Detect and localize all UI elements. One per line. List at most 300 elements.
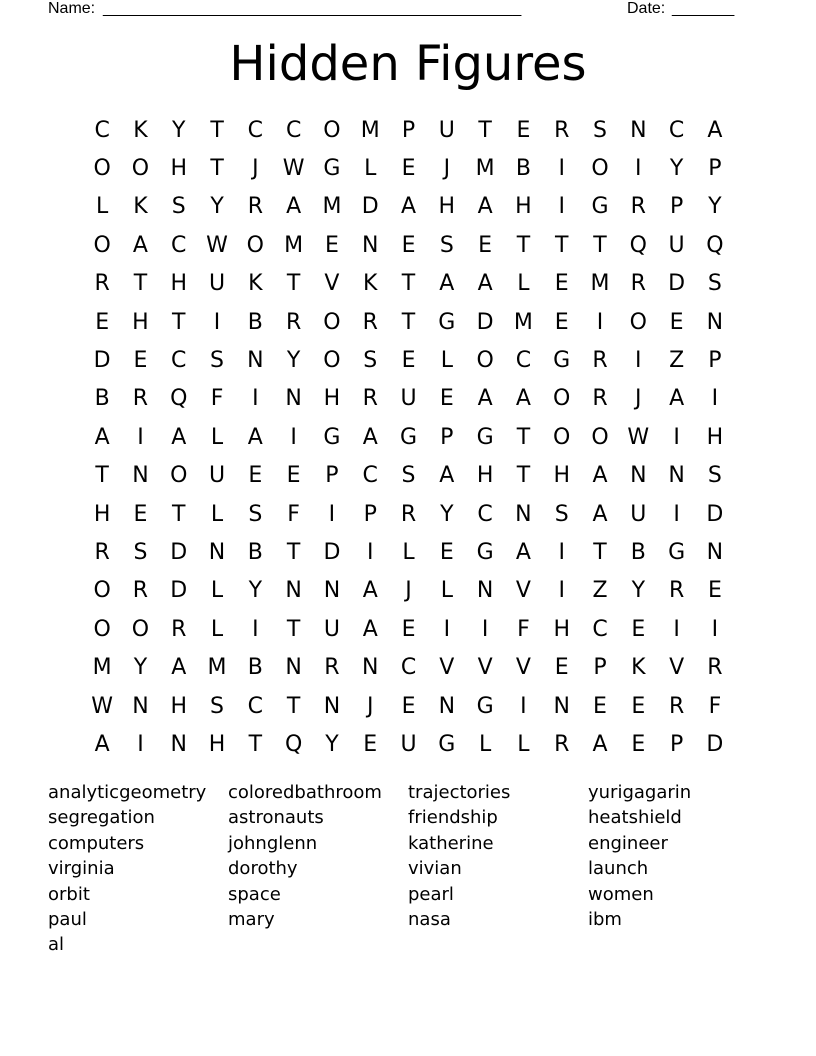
grid-letter[interactable]: A	[439, 463, 455, 489]
grid-letter[interactable]: D	[170, 539, 188, 565]
grid-letter[interactable]: Q	[629, 232, 647, 258]
grid-row	[83, 418, 733, 456]
grid-letter[interactable]: Q	[706, 232, 724, 258]
grid-letter[interactable]: I	[673, 424, 680, 450]
grid-letter[interactable]: L	[210, 501, 224, 527]
grid-letter[interactable]: U	[208, 271, 226, 297]
grid-letter[interactable]: G	[668, 539, 686, 565]
grid-letter[interactable]: L	[402, 539, 415, 565]
word-list-item: virginia	[48, 858, 115, 880]
grid-letter[interactable]: F	[517, 616, 530, 642]
grid-letter[interactable]: N	[170, 731, 187, 757]
grid-letter[interactable]: E	[593, 693, 607, 719]
grid-letter[interactable]: L	[210, 578, 224, 604]
grid-letter[interactable]: T	[516, 424, 531, 450]
grid-letter[interactable]: C	[285, 117, 302, 143]
grid-letter[interactable]: N	[132, 463, 149, 489]
grid-letter[interactable]: Y	[708, 194, 722, 220]
grid-letter[interactable]: U	[400, 731, 417, 757]
grid-letter[interactable]: G	[553, 348, 571, 374]
grid-letter[interactable]: S	[707, 271, 722, 297]
grid-letter[interactable]: N	[285, 655, 302, 681]
grid-letter[interactable]: V	[669, 655, 685, 681]
grid-letter[interactable]: E	[248, 463, 263, 489]
grid-letter[interactable]: G	[476, 539, 494, 565]
grid-letter[interactable]: U	[400, 386, 417, 412]
grid-letter[interactable]: C	[171, 232, 187, 258]
grid-letter[interactable]: P	[363, 501, 377, 527]
grid-letter[interactable]: C	[362, 463, 378, 489]
grid-letter[interactable]: L	[210, 616, 224, 642]
grid-letter[interactable]: G	[438, 309, 456, 335]
grid-letter[interactable]: I	[137, 424, 144, 450]
grid-letter[interactable]: I	[520, 693, 527, 719]
grid-letter[interactable]: B	[94, 386, 110, 412]
grid-letter[interactable]: S	[171, 194, 186, 220]
grid-letter[interactable]: N	[285, 386, 302, 412]
grid-letter[interactable]: N	[285, 578, 302, 604]
grid-letter[interactable]: D	[706, 501, 724, 527]
grid-letter[interactable]: A	[400, 194, 417, 220]
grid-letter[interactable]: O	[323, 117, 341, 143]
grid-letter[interactable]: P	[593, 655, 607, 681]
name-blank-line[interactable]: _______________________________________________	[103, 0, 522, 17]
grid-letter[interactable]: R	[554, 117, 570, 143]
grid-letter[interactable]: S	[707, 463, 722, 489]
grid-letter[interactable]: I	[252, 386, 259, 412]
grid-letter[interactable]: I	[558, 156, 565, 182]
grid-letter[interactable]: R	[554, 731, 570, 757]
grid-letter[interactable]: A	[247, 424, 263, 450]
grid-letter[interactable]: R	[362, 386, 378, 412]
grid-letter[interactable]: I	[558, 578, 565, 604]
grid-letter[interactable]: I	[711, 616, 719, 642]
grid-letter[interactable]: K	[631, 655, 646, 681]
grid-letter[interactable]: H	[553, 463, 570, 489]
grid-letter[interactable]: R	[324, 655, 340, 681]
grid-letter[interactable]: Y	[325, 731, 339, 757]
grid-row	[83, 610, 733, 648]
grid-letter[interactable]: T	[95, 463, 109, 489]
grid-letter[interactable]: K	[363, 271, 378, 297]
grid-letter[interactable]: A	[362, 616, 378, 642]
grid-letter[interactable]: V	[477, 655, 493, 681]
grid-letter[interactable]: G	[399, 424, 418, 450]
grid-letter[interactable]: F	[708, 693, 722, 719]
grid-letter[interactable]: P	[440, 424, 454, 450]
grid-letter[interactable]: T	[286, 693, 301, 719]
grid-letter[interactable]: H	[438, 194, 456, 220]
grid-letter[interactable]: A	[286, 194, 302, 220]
grid-letter[interactable]: T	[172, 309, 186, 335]
grid-letter[interactable]: O	[591, 156, 609, 182]
grid-letter[interactable]: R	[94, 539, 110, 565]
grid-letter[interactable]: T	[286, 271, 301, 297]
grid-letter[interactable]: C	[400, 655, 417, 681]
grid-letter[interactable]: E	[631, 693, 646, 719]
grid-letter[interactable]: S	[593, 117, 607, 143]
grid-letter[interactable]: I	[558, 539, 565, 565]
grid-letter[interactable]: O	[629, 309, 647, 335]
grid-letter[interactable]: E	[401, 616, 416, 642]
grid-letter[interactable]: A	[362, 424, 378, 450]
grid-letter[interactable]: S	[401, 463, 416, 489]
grid-letter[interactable]: A	[592, 501, 608, 527]
grid-letter[interactable]: M	[92, 655, 112, 681]
grid-letter[interactable]: A	[477, 194, 493, 220]
grid-letter[interactable]: T	[248, 731, 263, 757]
grid-letter[interactable]: H	[93, 501, 111, 527]
grid-letter[interactable]: I	[711, 386, 719, 412]
grid-letter[interactable]: G	[323, 156, 341, 182]
grid-letter[interactable]: G	[476, 424, 494, 450]
grid-letter[interactable]: E	[401, 693, 416, 719]
grid-letter[interactable]: Y	[248, 578, 263, 604]
grid-letter[interactable]: N	[476, 578, 494, 604]
grid-letter[interactable]: T	[286, 539, 301, 565]
grid-letter[interactable]: N	[553, 693, 570, 719]
grid-letter[interactable]: A	[592, 463, 608, 489]
grid-letter[interactable]: A	[132, 232, 148, 258]
grid-letter[interactable]: K	[248, 271, 263, 297]
grid-letter[interactable]: A	[477, 386, 493, 412]
grid-letter[interactable]: A	[171, 655, 187, 681]
grid-letter[interactable]: L	[517, 271, 530, 297]
grid-letter[interactable]: E	[554, 271, 569, 297]
grid-letter[interactable]: Z	[592, 578, 608, 604]
grid-letter[interactable]: W	[91, 693, 114, 719]
grid-letter[interactable]: J	[252, 156, 259, 182]
grid-letter[interactable]: H	[476, 463, 494, 489]
grid-letter[interactable]: T	[516, 463, 531, 489]
grid-letter[interactable]: U	[630, 501, 647, 527]
grid-letter[interactable]: I	[635, 156, 642, 182]
grid-letter[interactable]: P	[669, 731, 684, 757]
grid-letter[interactable]: I	[635, 348, 642, 374]
grid-letter[interactable]: H	[170, 693, 188, 719]
grid-letter[interactable]: E	[401, 348, 416, 374]
grid-letter[interactable]: T	[478, 117, 492, 143]
grid-letter[interactable]: R	[668, 693, 685, 719]
grid-letter[interactable]: E	[554, 309, 569, 335]
grid-letter[interactable]: I	[673, 501, 680, 527]
grid-letter[interactable]: S	[363, 348, 378, 374]
grid-letter[interactable]: O	[131, 616, 150, 642]
grid-letter[interactable]: U	[323, 616, 340, 642]
grid-letter[interactable]: E	[707, 578, 722, 604]
grid-letter[interactable]: S	[133, 539, 148, 565]
grid-letter[interactable]: B	[630, 539, 646, 565]
grid-letter[interactable]: L	[517, 731, 530, 757]
grid-letter[interactable]: O	[170, 463, 188, 489]
grid-letter[interactable]: R	[132, 386, 149, 412]
grid-letter[interactable]: Y	[210, 194, 224, 220]
grid-letter[interactable]: H	[323, 386, 341, 412]
grid-letter[interactable]: H	[515, 194, 532, 220]
grid-letter[interactable]: R	[630, 194, 646, 220]
grid-letter[interactable]: N	[668, 463, 685, 489]
grid-letter[interactable]: I	[443, 616, 451, 642]
grid-letter[interactable]: M	[207, 655, 227, 681]
grid-letter[interactable]: S	[210, 693, 225, 719]
grid-letter[interactable]: A	[362, 578, 378, 604]
grid-letter[interactable]: R	[668, 578, 685, 604]
grid-letter[interactable]: G	[323, 424, 341, 450]
grid-letter[interactable]: L	[440, 578, 453, 604]
grid-letter[interactable]: L	[364, 156, 377, 182]
grid-letter[interactable]: Q	[170, 386, 188, 412]
grid-letter[interactable]: E	[95, 309, 110, 335]
grid-letter[interactable]: J	[405, 578, 412, 604]
grid-letter[interactable]: E	[133, 348, 148, 374]
grid-letter[interactable]: I	[213, 309, 221, 335]
grid-letter[interactable]: T	[401, 271, 416, 297]
grid-letter[interactable]: A	[477, 271, 493, 297]
grid-letter[interactable]: R	[94, 271, 110, 297]
grid-letter[interactable]: J	[366, 693, 374, 719]
grid-letter[interactable]: C	[247, 693, 264, 719]
grid-letter[interactable]: V	[515, 655, 531, 681]
grid-letter[interactable]: N	[361, 232, 379, 258]
grid-letter[interactable]: W	[627, 424, 650, 450]
grid-letter[interactable]: I	[673, 616, 680, 642]
grid-letter[interactable]: R	[400, 501, 417, 527]
grid-letter[interactable]: P	[669, 194, 684, 220]
grid-letter[interactable]: M	[513, 309, 533, 335]
grid-letter[interactable]: N	[515, 501, 532, 527]
grid-letter[interactable]: N	[706, 539, 724, 565]
grid-letter[interactable]: O	[93, 232, 111, 258]
grid-letter[interactable]: D	[706, 731, 724, 757]
grid-letter[interactable]: U	[208, 463, 226, 489]
grid-letter[interactable]: D	[668, 271, 686, 297]
grid-letter[interactable]: D	[93, 348, 111, 374]
grid-letter[interactable]: O	[131, 156, 150, 182]
grid-letter[interactable]: H	[553, 616, 570, 642]
grid-letter[interactable]: O	[93, 156, 111, 182]
grid-letter[interactable]: N	[361, 655, 379, 681]
grid-letter[interactable]: L	[210, 424, 224, 450]
grid-letter[interactable]: Y	[286, 348, 301, 374]
grid-letter[interactable]: E	[286, 463, 301, 489]
word-list-item: pearl	[408, 883, 454, 905]
grid-letter[interactable]: Y	[631, 578, 646, 604]
grid-letter[interactable]: N	[323, 693, 341, 719]
grid-letter[interactable]: J	[443, 156, 451, 182]
grid-letter[interactable]: O	[591, 424, 609, 450]
grid-letter[interactable]: P	[708, 156, 722, 182]
grid-letter[interactable]: T	[593, 539, 607, 565]
grid-letter[interactable]: M	[590, 271, 610, 297]
name-label: Name:	[48, 0, 96, 17]
grid-letter[interactable]: N	[132, 693, 149, 719]
grid-letter[interactable]: T	[286, 616, 301, 642]
grid-letter[interactable]: S	[210, 348, 225, 374]
grid-letter[interactable]: T	[516, 232, 531, 258]
grid-letter[interactable]: C	[477, 501, 493, 527]
word-list-item: analyticgeometry	[48, 782, 207, 803]
grid-letter[interactable]: B	[247, 655, 263, 681]
grid-letter[interactable]: K	[133, 194, 148, 220]
grid-letter[interactable]: V	[324, 271, 340, 297]
grid-letter[interactable]: W	[282, 156, 305, 182]
grid-letter[interactable]: R	[592, 386, 608, 412]
grid-letter[interactable]: T	[210, 156, 224, 182]
grid-letter[interactable]: T	[401, 309, 416, 335]
grid-letter[interactable]: V	[515, 578, 531, 604]
grid-letter[interactable]: C	[94, 117, 110, 143]
grid-letter[interactable]: P	[325, 463, 339, 489]
grid-letter[interactable]: T	[593, 232, 607, 258]
grid-letter[interactable]: O	[476, 348, 494, 374]
grid-letter[interactable]: G	[438, 731, 456, 757]
grid-letter[interactable]: B	[515, 156, 531, 182]
grid-letter[interactable]: R	[630, 271, 646, 297]
grid-letter[interactable]: E	[669, 309, 684, 335]
grid-letter[interactable]: H	[170, 271, 188, 297]
grid-letter[interactable]: I	[137, 731, 144, 757]
header	[48, 0, 748, 20]
grid-letter[interactable]: A	[515, 386, 531, 412]
word-list-item: yurigagarin	[588, 782, 692, 803]
grid-letter[interactable]: I	[328, 501, 336, 527]
grid-letter[interactable]: K	[133, 117, 148, 143]
grid-letter[interactable]: A	[94, 731, 110, 757]
grid-letter[interactable]: S	[439, 232, 454, 258]
grid-letter[interactable]: N	[438, 693, 456, 719]
grid-letter[interactable]: C	[515, 348, 532, 374]
grid-letter[interactable]: N	[208, 539, 226, 565]
grid-letter[interactable]: H	[132, 309, 149, 335]
grid-letter[interactable]: B	[247, 309, 263, 335]
grid-letter[interactable]: T	[554, 232, 569, 258]
grid-letter[interactable]: O	[323, 309, 341, 335]
grid-letter[interactable]: E	[401, 156, 416, 182]
grid-letter[interactable]: E	[631, 731, 646, 757]
grid-letter[interactable]: D	[476, 309, 494, 335]
grid-letter[interactable]: D	[170, 578, 188, 604]
grid-letter[interactable]: P	[401, 117, 416, 143]
grid-letter[interactable]: H	[170, 156, 188, 182]
grid-letter[interactable]: R	[285, 309, 302, 335]
grid-letter[interactable]: R	[362, 309, 378, 335]
grid-letter[interactable]: E	[324, 232, 339, 258]
grid-letter[interactable]: S	[248, 501, 263, 527]
grid-letter[interactable]: D	[361, 194, 379, 220]
grid-letter[interactable]: O	[246, 232, 264, 258]
grid-letter[interactable]: F	[287, 501, 300, 527]
grid-letter[interactable]: I	[481, 616, 489, 642]
grid-letter[interactable]: M	[360, 117, 380, 143]
grid-letter[interactable]: D	[323, 539, 341, 565]
grid-letter[interactable]: E	[516, 117, 531, 143]
grid-letter[interactable]: T	[172, 501, 186, 527]
grid-letter[interactable]: G	[476, 693, 494, 719]
grid-letter[interactable]: E	[554, 655, 569, 681]
grid-letter[interactable]: U	[438, 117, 455, 143]
grid-letter[interactable]: Y	[172, 117, 186, 143]
grid-letter[interactable]: A	[592, 731, 608, 757]
grid-letter[interactable]: B	[247, 539, 263, 565]
grid-letter[interactable]: N	[630, 117, 647, 143]
grid-letter[interactable]: A	[171, 424, 187, 450]
grid-letter[interactable]: G	[591, 194, 609, 220]
grid-letter[interactable]: I	[558, 194, 565, 220]
grid-letter[interactable]: O	[93, 616, 111, 642]
grid-letter[interactable]: N	[706, 309, 724, 335]
grid-letter[interactable]: Y	[133, 655, 148, 681]
grid-letter[interactable]: R	[592, 348, 608, 374]
grid-letter[interactable]: Y	[669, 156, 684, 182]
grid-letter[interactable]: R	[132, 578, 149, 604]
grid-letter[interactable]: A	[669, 386, 685, 412]
grid-letter[interactable]: H	[208, 731, 226, 757]
grid-letter[interactable]: R	[171, 616, 187, 642]
grid-letter[interactable]: S	[554, 501, 569, 527]
grid-letter[interactable]: C	[592, 616, 608, 642]
grid-letter[interactable]: O	[553, 424, 571, 450]
grid-letter[interactable]: E	[631, 616, 646, 642]
grid-letter[interactable]: Y	[440, 501, 454, 527]
grid-letter[interactable]: T	[210, 117, 224, 143]
grid-letter[interactable]: J	[635, 386, 642, 412]
grid-letter[interactable]: L	[440, 348, 453, 374]
grid-letter[interactable]: M	[475, 156, 495, 182]
grid-letter[interactable]: A	[94, 424, 110, 450]
grid-letter[interactable]: A	[707, 117, 723, 143]
grid-letter[interactable]: P	[708, 348, 722, 374]
grid-letter[interactable]: C	[247, 117, 264, 143]
grid-letter[interactable]: R	[247, 194, 263, 220]
grid-letter[interactable]: U	[668, 232, 685, 258]
grid-letter[interactable]: M	[322, 194, 342, 220]
grid-letter[interactable]: I	[252, 616, 259, 642]
grid-letter[interactable]: L	[478, 731, 492, 757]
date-blank-line[interactable]: _______	[672, 0, 735, 17]
grid-letter[interactable]: I	[596, 309, 604, 335]
grid-letter[interactable]: W	[206, 232, 228, 258]
grid-letter[interactable]: E	[401, 232, 416, 258]
grid-letter[interactable]: O	[93, 578, 111, 604]
grid-letter[interactable]: I	[290, 424, 297, 450]
grid-letter[interactable]: O	[553, 386, 571, 412]
grid-letter[interactable]: E	[133, 501, 148, 527]
grid-letter[interactable]: E	[439, 386, 454, 412]
grid-letter[interactable]: N	[247, 348, 264, 374]
grid-letter[interactable]: O	[323, 348, 341, 374]
grid-letter[interactable]: L	[96, 194, 109, 220]
grid-letter[interactable]: R	[707, 655, 723, 681]
grid-letter[interactable]: N	[323, 578, 341, 604]
grid-letter[interactable]: C	[668, 117, 685, 143]
grid-letter[interactable]: F	[210, 386, 224, 412]
grid-letter[interactable]: E	[363, 731, 378, 757]
grid-letter[interactable]: Q	[284, 731, 303, 757]
grid-letter[interactable]: A	[439, 271, 455, 297]
word-list-item: katherine	[408, 832, 494, 854]
grid-letter[interactable]: E	[478, 232, 493, 258]
grid-letter[interactable]: A	[515, 539, 531, 565]
grid-letter[interactable]: I	[366, 539, 374, 565]
grid-letter[interactable]: M	[284, 232, 304, 258]
grid-letter[interactable]: V	[439, 655, 455, 681]
grid-letter[interactable]: Z	[669, 348, 685, 374]
grid-letter[interactable]: N	[630, 463, 647, 489]
grid-letter[interactable]: H	[706, 424, 724, 450]
grid-letter[interactable]: T	[133, 271, 148, 297]
grid-letter[interactable]: C	[171, 348, 187, 374]
grid-letter[interactable]: E	[439, 539, 454, 565]
